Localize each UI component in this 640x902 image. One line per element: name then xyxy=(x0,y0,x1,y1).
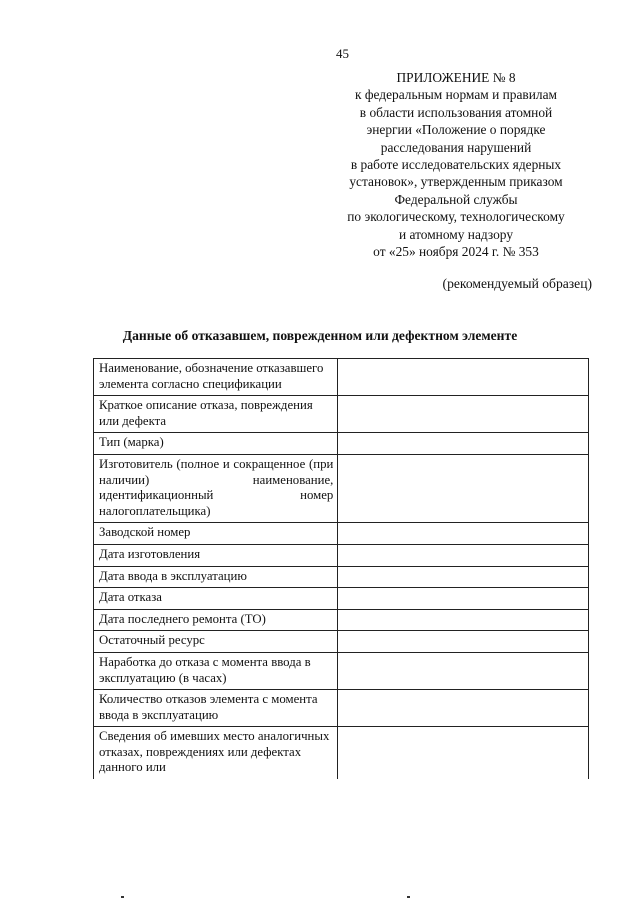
scan-artifact-mark xyxy=(407,896,410,898)
row-value-field[interactable] xyxy=(338,454,589,522)
table-row xyxy=(94,652,589,689)
row-label: Изготовитель (полное и сокращенное (при наличии) наименование, идентификационный номер налогоплательщика) xyxy=(94,454,338,522)
row-label: Краткое описание отказа, повреждения или дефекта xyxy=(94,396,338,433)
row-label: Наработка до отказа с момента ввода в эксплуатацию (в часах) xyxy=(94,652,338,689)
row-label: Дата изготовления xyxy=(94,544,338,566)
row-value-field[interactable] xyxy=(338,631,589,653)
row-value-field[interactable] xyxy=(338,544,589,566)
appendix-header xyxy=(320,69,592,260)
appendix-title: ПРИЛОЖЕНИЕ № 8 xyxy=(396,70,516,85)
table-row xyxy=(94,609,589,631)
appendix-line: в области использования атомной xyxy=(359,104,553,120)
table-row xyxy=(94,544,589,566)
page-number: 45 xyxy=(336,46,349,61)
row-label: Наименование, обозначение отказавшего элемента согласно спецификации xyxy=(94,359,338,396)
row-label: Дата ввода в эксплуатацию xyxy=(94,566,338,588)
document-title: Данные об отказавшем, поврежденном или дефектном элементе xyxy=(122,328,518,343)
row-value-field[interactable] xyxy=(338,566,589,588)
appendix-line: в работе исследовательских ядерных xyxy=(350,157,562,173)
row-label: Дата отказа xyxy=(94,588,338,610)
row-label: Количество отказов элемента с момента ввода в эксплуатацию xyxy=(94,690,338,727)
table-row xyxy=(94,359,589,396)
row-value-field[interactable] xyxy=(338,690,589,727)
appendix-order-date: от «25» ноября 2024 г. № 353 xyxy=(373,244,539,260)
row-label: Заводской номер xyxy=(94,523,338,545)
row-value-field[interactable] xyxy=(338,359,589,396)
row-value-field[interactable] xyxy=(338,523,589,545)
appendix-line: Федеральной службы xyxy=(394,191,518,207)
scan-artifact-mark xyxy=(121,896,124,898)
row-value-field[interactable] xyxy=(338,396,589,433)
appendix-line: установок», утвержденным приказом xyxy=(349,174,563,190)
element-data-table xyxy=(93,358,589,779)
table-row xyxy=(94,523,589,545)
row-label: Остаточный ресурс xyxy=(94,631,338,653)
table-row xyxy=(94,396,589,433)
table-row xyxy=(94,631,589,653)
row-label: Тип (марка) xyxy=(94,433,338,455)
table-row xyxy=(94,588,589,610)
appendix-line: по экологическому, технологическому xyxy=(347,209,565,225)
table-row xyxy=(94,566,589,588)
table-row xyxy=(94,727,589,779)
row-value-field[interactable] xyxy=(338,433,589,455)
table-row xyxy=(94,454,589,522)
appendix-line: к федеральным нормам и правилам xyxy=(355,87,557,103)
appendix-line: и атомному надзору xyxy=(398,226,514,242)
table-row xyxy=(94,433,589,455)
appendix-line: энергии «Положение о порядке xyxy=(366,122,546,138)
row-value-field[interactable] xyxy=(338,609,589,631)
sample-note: (рекомендуемый образец) xyxy=(442,276,592,291)
row-value-field[interactable] xyxy=(338,727,589,779)
appendix-line: расследования нарушений xyxy=(380,139,532,155)
row-value-field[interactable] xyxy=(338,652,589,689)
table-row xyxy=(94,690,589,727)
row-label: Сведения об имевших место аналогичных отказах, повреждениях или дефектах данного или xyxy=(94,727,338,779)
row-label: Дата последнего ремонта (ТО) xyxy=(94,609,338,631)
row-value-field[interactable] xyxy=(338,588,589,610)
